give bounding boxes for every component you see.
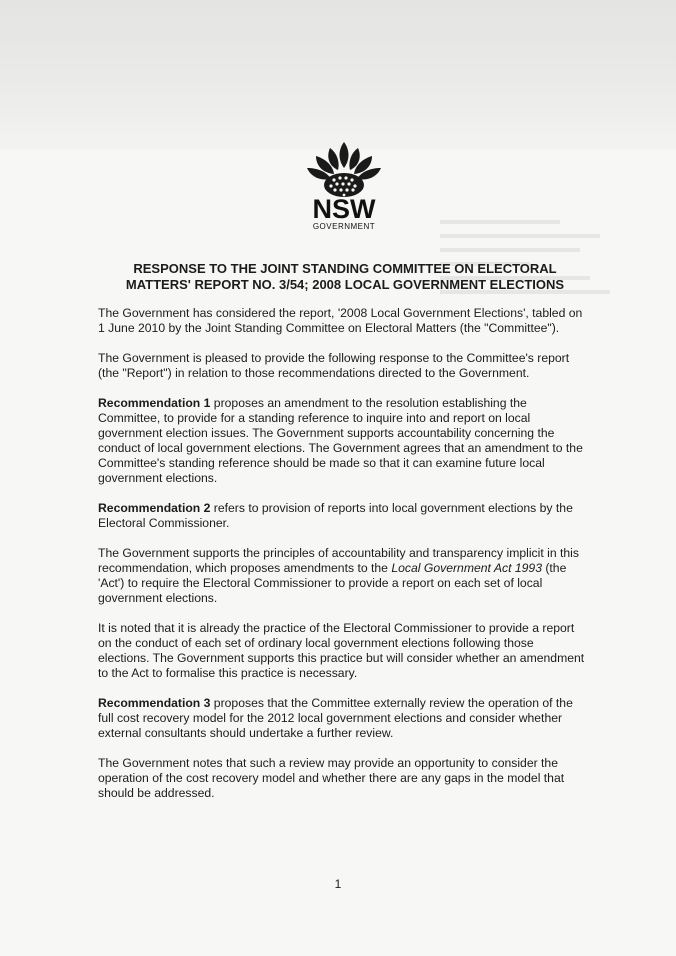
paragraph-recommendation-2 (98, 501, 588, 531)
scan-shading (0, 0, 676, 150)
paragraph-intro: The Government has considered the report, '2008 Local Government Elections', tabled on 1 June 2010 by the Joint Standing Committee on Electoral Matters (the "Committee"). (98, 306, 583, 335)
page-number: 1 (334, 877, 342, 891)
waratah-flower-icon (304, 140, 384, 198)
paragraph-accountability (98, 546, 588, 606)
document-body (98, 306, 588, 816)
title-line-1: RESPONSE TO THE JOINT STANDING COMMITTEE ON ELECTORAL (133, 261, 557, 276)
paragraph-cost-recovery: The Government notes that such a review may provide an opportunity to consider the operation of the cost recovery model and whether there are any gaps in the model that should be addressed. (98, 756, 565, 800)
logo-wordmark: NSW (312, 194, 376, 224)
logo-subtitle: GOVERNMENT (312, 222, 376, 231)
paragraph-recommendation-3 (98, 696, 588, 741)
document-title (90, 261, 600, 293)
recommendation-3-text: proposes that the Committee externally review the operation of the full cost recovery model for the 2012 local government elections and consider whether external consultants should undertake a further review. (98, 696, 573, 740)
nsw-government-logo (296, 140, 392, 236)
accountability-text-b: (the 'Act') to require the Electoral Commissioner to provide a report on each set of local government elections. (98, 561, 567, 605)
recommendation-2-label: Recommendation 2 (98, 501, 211, 515)
recommendation-1-text: proposes an amendment to the resolution establishing the Committee, to provide for a standing reference to inquire into and report on local government election issues. The Government supports accountability concerning the conduct of local government elections. The Government agrees that an amendment to the Committee's standing reference should be made so that it can examine future local government elections. (98, 396, 583, 485)
act-title: Local Government Act 1993 (391, 561, 542, 575)
accountability-text-a: The Government supports the principles of accountability and transparency implicit in this recommendation, which proposes amendments to the (98, 546, 579, 575)
recommendation-3-label: Recommendation 3 (98, 696, 211, 710)
recommendation-1-label: Recommendation 1 (98, 396, 211, 410)
recommendation-2-text: refers to provision of reports into local government elections by the Electoral Commissioner. (98, 501, 573, 530)
title-line-2: MATTERS' REPORT NO. 3/54; 2008 LOCAL GOVERNMENT ELECTIONS (125, 277, 565, 292)
paragraph-response: The Government is pleased to provide the following response to the Committee's report (the "Report") in relation to those recommendations directed to the Government. (98, 351, 570, 380)
paragraph-practice: It is noted that it is already the practice of the Electoral Commissioner to provide a report on the conduct of each set of ordinary local government elections following those elections. The Government supports this practice but will consider whether an amendment to the Act to formalise this practice is necessary. (98, 621, 585, 680)
paragraph-recommendation-1 (98, 396, 588, 486)
